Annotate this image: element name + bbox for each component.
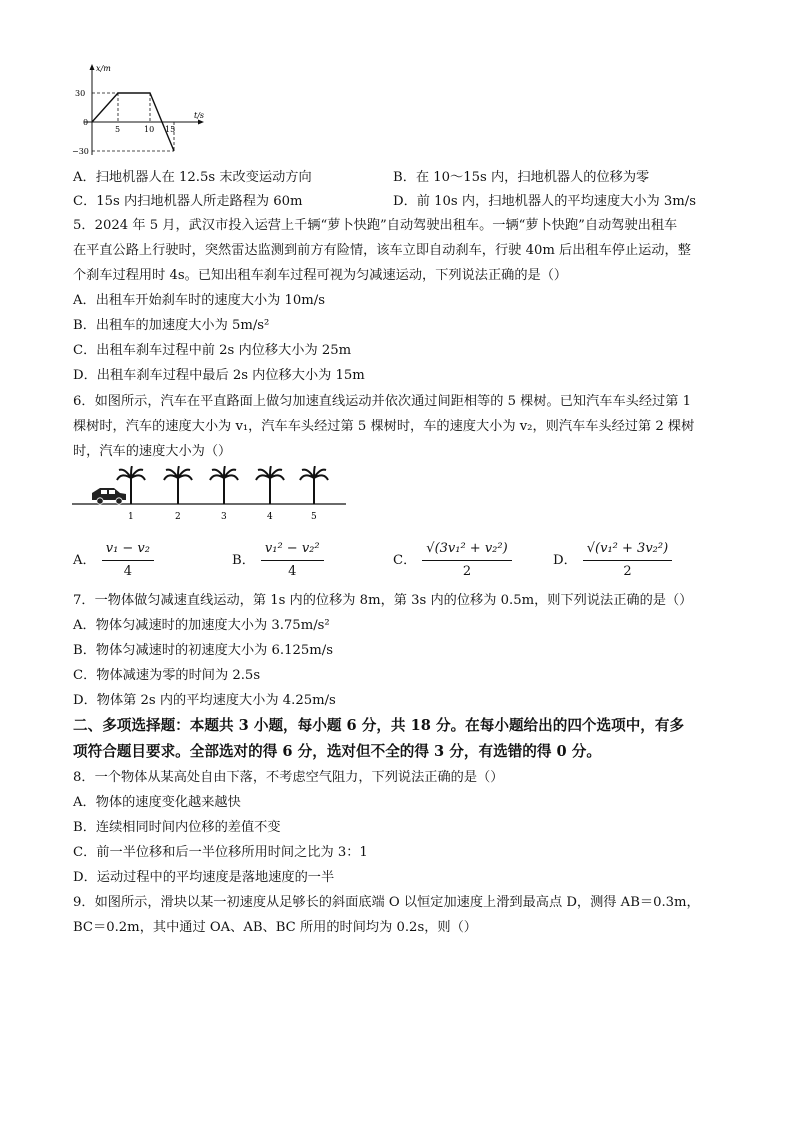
q7-stem: 7．一物体做匀减速直线运动，第 1s 内的位移为 8m，第 3s 内的位移为 0.5m，则下列说法正确的是（） (73, 593, 693, 608)
tick-y-neg30: −30 (72, 147, 89, 156)
x-axis-arrow (198, 120, 204, 125)
tree-label-5: 5 (311, 512, 317, 522)
fraction-denominator: 2 (623, 564, 632, 579)
section-2-heading-line-1: 二、多项选择题：本题共 3 小题，每小题 6 分，共 18 分。在每小题给出的四个选项中，有多 (73, 717, 685, 734)
q4-option-c: C．15s 内扫地机器人所走路程为 60m (73, 194, 303, 209)
q9-stem-line-2: BC＝0.2m，其中通过 OA、AB、BC 所用的时间均为 0.2s，则（） (73, 920, 477, 935)
q5-option-a: A．出租车开始刹车时的速度大小为 10m/s (73, 293, 326, 308)
q4-option-a: A．扫地机器人在 12.5s 末改变运动方向 (73, 170, 312, 185)
q5-option-c: C．出租车刹车过程中前 2s 内位移大小为 25m (73, 343, 352, 358)
fraction (583, 540, 672, 581)
y-axis-arrow (90, 64, 95, 70)
q8-option-b: B．连续相同时间内位移的差值不变 (73, 820, 281, 835)
car-icon (92, 488, 126, 504)
tick-x-5: 5 (115, 125, 121, 134)
q8-option-c: C．前一半位移和后一半位移所用时间之比为 3：1 (73, 845, 368, 860)
q8-option-d: D．运动过程中的平均速度是落地速度的一半 (73, 870, 335, 885)
section-2-heading-line-2: 项符合题目要求。全部选对的得 6 分，选对但不全的得 3 分，有选错的得 0 分。 (73, 743, 601, 760)
palm-tree-icon (164, 466, 192, 504)
position-time-graph (70, 60, 210, 160)
fraction-numerator: v₁² − v₂² (261, 540, 324, 561)
q5-stem-line-1: 5．2024 年 5 月，武汉市投入运营上千辆“萝卜快跑”自动驾驶出租车。一辆“萝卜快跑”自动驾驶出租车 (73, 218, 678, 233)
tick-x-15: 15 (165, 125, 176, 134)
tick-y-0: 0 (83, 118, 89, 127)
q4-option-d: D．前 10s 内，扫地机器人的平均速度大小为 3m/s (393, 194, 696, 209)
q7-option-a: A．物体匀减速时的加速度大小为 3.75m/s² (73, 618, 330, 633)
x-axis-label: t/s (194, 111, 205, 120)
tree-label-3: 3 (221, 512, 227, 522)
q6-stem-line-1: 6．如图所示，汽车在平直路面上做匀加速直线运动并依次通过间距相等的 5 棵树。已知汽车车头经过第 1 (73, 394, 691, 409)
q7-option-d: D．物体第 2s 内的平均速度大小为 4.25m/s (73, 693, 336, 708)
fraction (261, 540, 324, 581)
tick-y-30: 30 (75, 89, 86, 98)
fraction-numerator: v₁ − v₂ (102, 540, 154, 561)
q6-option-d (553, 540, 672, 581)
tick-x-10: 10 (144, 125, 155, 134)
q8-option-a: A．物体的速度变化越来越快 (73, 795, 241, 810)
palm-tree-icon (300, 466, 328, 504)
tree-label-1: 1 (128, 512, 134, 522)
q7-option-c: C．物体减速为零的时间为 2.5s (73, 668, 261, 683)
tree-label-4: 4 (267, 512, 273, 522)
q6-option-a (73, 540, 154, 581)
q9-stem-line-1: 9．如图所示，滑块以某一初速度从足够长的斜面底端 O 以恒定加速度上滑到最高点 D，测得 AB＝0.3m， (73, 895, 700, 910)
fraction-numerator: √(v₁² + 3v₂²) (583, 540, 672, 561)
q5-option-b: B．出租车的加速度大小为 5m/s² (73, 318, 270, 333)
q4-option-b: B．在 10～15s 内，扫地机器人的位移为零 (393, 170, 650, 185)
q6-option-d-label: D． (553, 553, 577, 568)
q7-option-b: B．物体匀减速时的初速度大小为 6.125m/s (73, 643, 333, 658)
fraction-denominator: 2 (462, 564, 472, 579)
tree-label-2: 2 (175, 512, 181, 522)
q6-option-a-label: A． (73, 553, 96, 568)
q6-option-b (232, 540, 324, 581)
q6-stem-line-3: 时，汽车的速度大小为（） (73, 444, 232, 459)
q5-option-d: D．出租车刹车过程中最后 2s 内位移大小为 15m (73, 368, 365, 383)
car-trees-figure (70, 466, 350, 526)
y-axis-label: x/m (96, 64, 111, 73)
fraction-denominator: 4 (288, 564, 297, 579)
q6-option-c (393, 540, 512, 581)
palm-tree-icon (256, 466, 284, 504)
fraction-denominator: 4 (123, 564, 132, 579)
q6-option-c-label: C． (393, 553, 417, 568)
q5-stem-line-2: 在平直公路上行驶时，突然雷达监测到前方有险情，该车立即自动刹车，行驶 40m 后出租车停止运动，整 (73, 243, 691, 258)
fraction (422, 540, 511, 581)
q8-stem: 8．一个物体从某高处自由下落，不考虑空气阻力，下列说法正确的是（） (73, 770, 504, 785)
q6-option-b-label: B． (232, 553, 255, 568)
palm-tree-icon (210, 466, 238, 504)
fraction (102, 540, 154, 581)
q5-stem-line-3: 个刹车过程用时 4s。已知出租车刹车过程可视为匀减速运动，下列说法正确的是（） (73, 268, 568, 283)
fraction-numerator: √(3v₁² + v₂²) (422, 540, 511, 561)
q6-stem-line-2: 棵树时，汽车的速度大小为 v₁，汽车车头经过第 5 棵树时，车的速度大小为 v₂，则汽车车头经过第 2 棵树 (73, 419, 695, 434)
